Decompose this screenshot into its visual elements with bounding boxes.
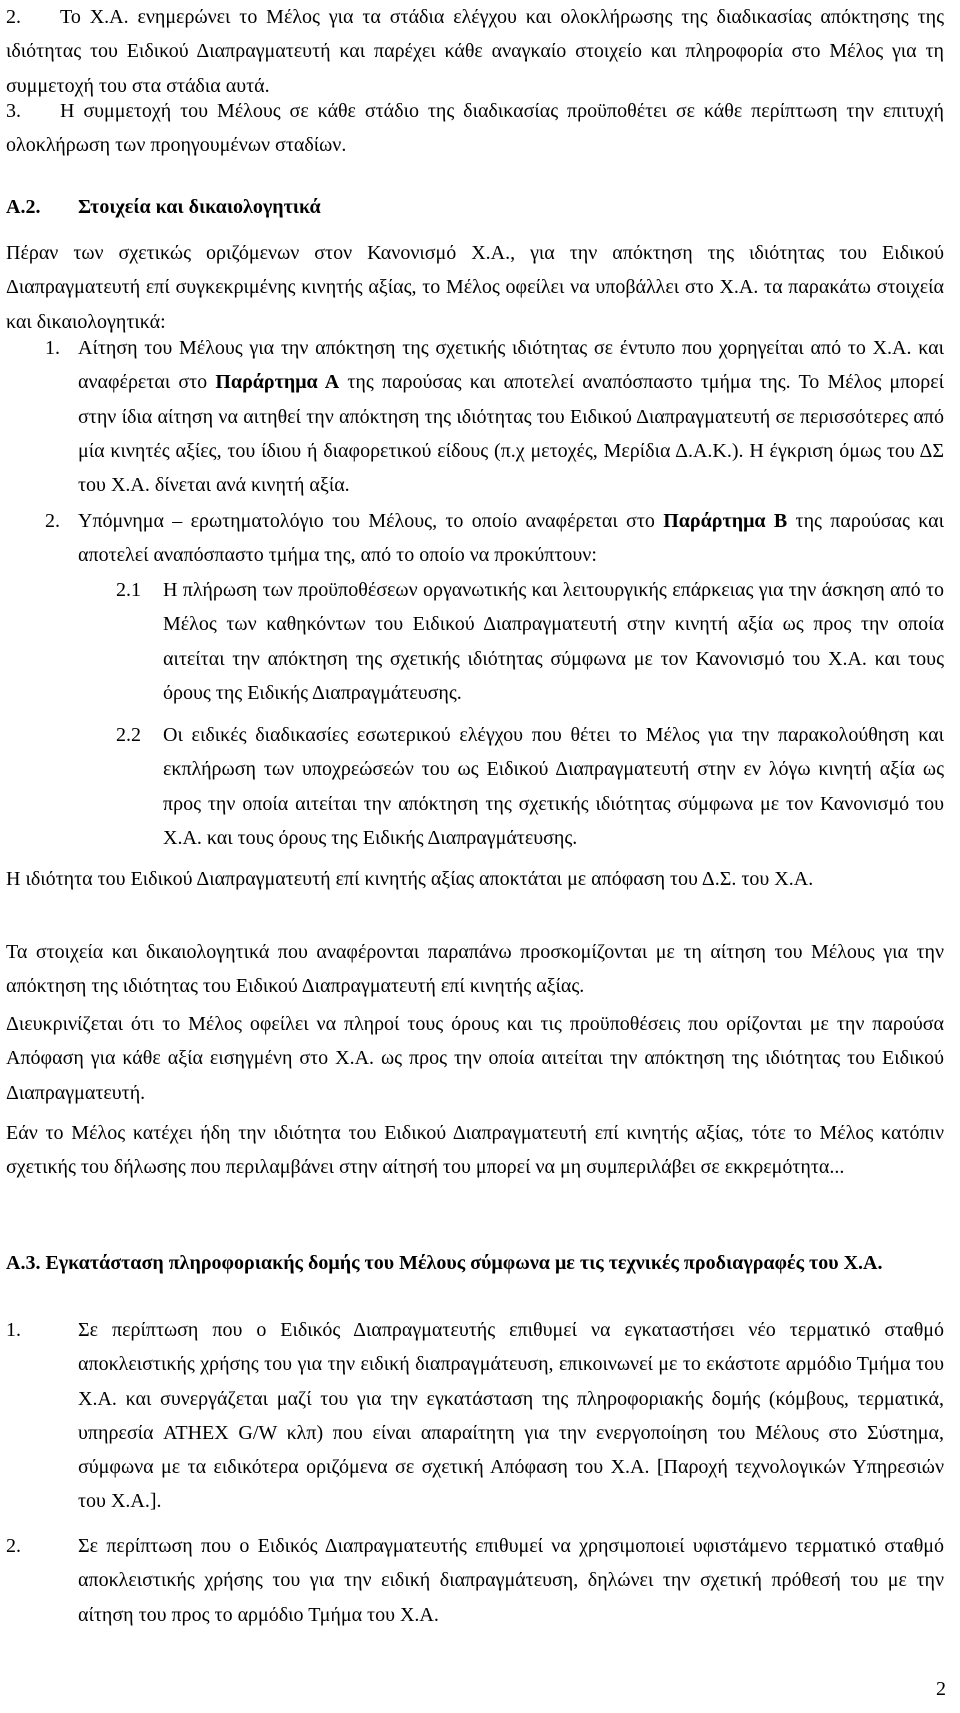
- list-number: 2.: [6, 6, 21, 28]
- section-heading: Α.3. Εγκατάσταση πληροφοριακής δομής του Μέλους σύμφωνα με τις τεχνικές προδιαγραφές του Χ.Α.: [6, 1252, 883, 1274]
- list-item-text: [78, 331, 944, 502]
- sub-item-number: 2.2: [116, 724, 141, 746]
- list-item-text: Η συμμετοχή του Μέλους σε κάθε στάδιο της διαδικασίας προϋποθέτει σε κάθε περίπτωση την επιτυχή ολοκλήρωση των προηγουμένων σταδίων.: [6, 100, 944, 157]
- item-text: Αίτηση του Μέλους για την απόκτηση της σχετικής ιδιότητας σε έντυπο που χορηγείται από το Χ.Α. και αναφέρεται στο: [78, 337, 944, 394]
- paragraph: Τα στοιχεία και δικαιολογητικά που αναφέρονται παραπάνω προσκομίζονται με τη αίτηση του Μέλους για την απόκτηση της ιδιότητας του Ειδικού Διαπραγματευτή επί κινητής αξίας.: [6, 941, 944, 998]
- list-item-text: Σε περίπτωση που ο Ειδικός Διαπραγματευτής επιθυμεί να χρησιμοποιεί υφιστάμενο τερματικό σταθμό αποκλειστικής χρήσης του για την ειδική διαπραγμάτευση, δηλώνει την σχετική πρόθεσή του με την αίτηση του προς το αρμόδιο Τμήμα του Χ.Α.: [78, 1535, 944, 1626]
- paragraph: Διευκρινίζεται ότι το Μέλος οφείλει να πληροί τους όρους και τις προϋποθέσεις που ορίζονται με την παρούσα Απόφαση για κάθε αξία εισηγμένη στο Χ.Α. ως προς την οποία αιτείται την απόκτηση της ιδιότητας του Ειδικού Διαπραγματευτή.: [6, 1013, 944, 1104]
- list-item-text: Σε περίπτωση που ο Ειδικός Διαπραγματευτής επιθυμεί να εγκαταστήσει νέο τερματικό σταθμό αποκλειστικής χρήσης του για την ειδική διαπραγμάτευση, επικοινωνεί με το εκάστοτε αρμόδιο Τμήμα του Χ.Α. και συνεργάζεται μαζί του για την εγκατάσταση της πληροφοριακής δομής (κόμβους, τερματικά, υπηρεσία ATHEX G/W κλπ) που είναι απαραίτητη για την ενεργοποίηση του Μέλους στο Σύστημα, σύμφωνα με τα ειδικότερα οριζόμενα σε σχετική Απόφαση του Χ.Α. [Παροχή τεχνολογικών Υπηρεσιών του Χ.Α.].: [78, 1319, 944, 1513]
- item-text: της παρούσας και αποτελεί αναπόσπαστο τμήμα της, από το οποίο να προκύπτουν:: [78, 510, 944, 567]
- list-number: 2.: [45, 510, 60, 532]
- page-number: 2: [936, 1678, 946, 1700]
- sub-item-text: Η πλήρωση των προϋποθέσεων οργανωτικής και λειτουργικής επάρκειας για την άσκηση από το Μέλος των καθηκόντων του Ειδικού Διαπραγματευτή στην κινητή αξία ως προς την οποία αιτείται την απόκτηση της σχετικής ιδιότητας σύμφωνα με τον Κανονισμό του Χ.Α. και τους όρους της Ειδικής Διαπραγμάτευσης.: [163, 579, 944, 704]
- paragraph: Εάν το Μέλος κατέχει ήδη την ιδιότητα του Ειδικού Διαπραγματευτή επί κινητής αξίας, τότε το Μέλος κατόπιν σχετικής του δήλωσης που περιλαμβάνει στην αίτησή του μπορεί να μη συμπεριλάβει σε εκκρεμότητα...: [6, 1122, 944, 1179]
- item-text: της παρούσας και αποτελεί αναπόσπαστο τμήμα της. Το Μέλος μπορεί στην ίδια αίτηση να αιτηθεί την απόκτηση της ιδιότητας του Ειδικού Διαπραγματευτή σε περισσότερες από μία κινητές αξίες, του ίδιου ή διαφορετικού είδους (π.χ μετοχές, Μερίδια Δ.Α.Κ.). Η έγκριση όμως του ΔΣ του Χ.Α. δίνεται ανά κινητή αξία.: [78, 371, 944, 497]
- list-number: 2.: [6, 1535, 21, 1557]
- section-number: Α.2.: [6, 196, 41, 218]
- list-number: 1.: [6, 1319, 21, 1341]
- annex-reference: Παράρτημα Α: [215, 371, 340, 394]
- list-number: 1.: [45, 337, 60, 359]
- section-title: Στοιχεία και δικαιολογητικά: [78, 196, 321, 218]
- item-text: Υπόμνημα – ερωτηματολόγιο του Μέλους, το οποίο αναφέρεται στο: [78, 510, 664, 532]
- annex-reference: Παράρτημα Β: [663, 510, 788, 532]
- sub-item-number: 2.1: [116, 579, 141, 601]
- list-number: 3.: [6, 100, 21, 122]
- paragraph: Η ιδιότητα του Ειδικού Διαπραγματευτή επί κινητής αξίας αποκτάται με απόφαση του Δ.Σ. του Χ.Α.: [6, 868, 814, 890]
- intro-paragraph: Πέραν των σχετικώς οριζόμενων στον Κανονισμό Χ.Α., για την απόκτηση της ιδιότητας του Ειδικού Διαπραγματευτή επί συγκεκριμένης κινητής αξίας, το Μέλος οφείλει να υποβάλλει στο Χ.Α. τα παρακάτω στοιχεία και δικαιολογητικά:: [6, 242, 944, 333]
- list-item-text: [78, 504, 944, 573]
- list-item-text: Το Χ.Α. ενημερώνει το Μέλος για τα στάδια ελέγχου και ολοκλήρωσης της διαδικασίας απόκτησης της ιδιότητας του Ειδικού Διαπραγματευτή και παρέχει κάθε αναγκαίο στοιχείο και πληροφορία στο Μέλος για τη συμμετοχή του στα στάδια αυτά.: [6, 6, 944, 97]
- sub-item-text: Οι ειδικές διαδικασίες εσωτερικού ελέγχου που θέτει το Μέλος για την παρακολούθηση και εκπλήρωση των υποχρεώσεών του ως Ειδικού Διαπραγματευτή στην εν λόγω κινητή αξία ως προς την οποία αιτείται την απόκτηση της σχετικής ιδιότητας σύμφωνα με τον Κανονισμό του Χ.Α. και τους όρους της Ειδικής Διαπραγμάτευσης.: [163, 724, 944, 849]
